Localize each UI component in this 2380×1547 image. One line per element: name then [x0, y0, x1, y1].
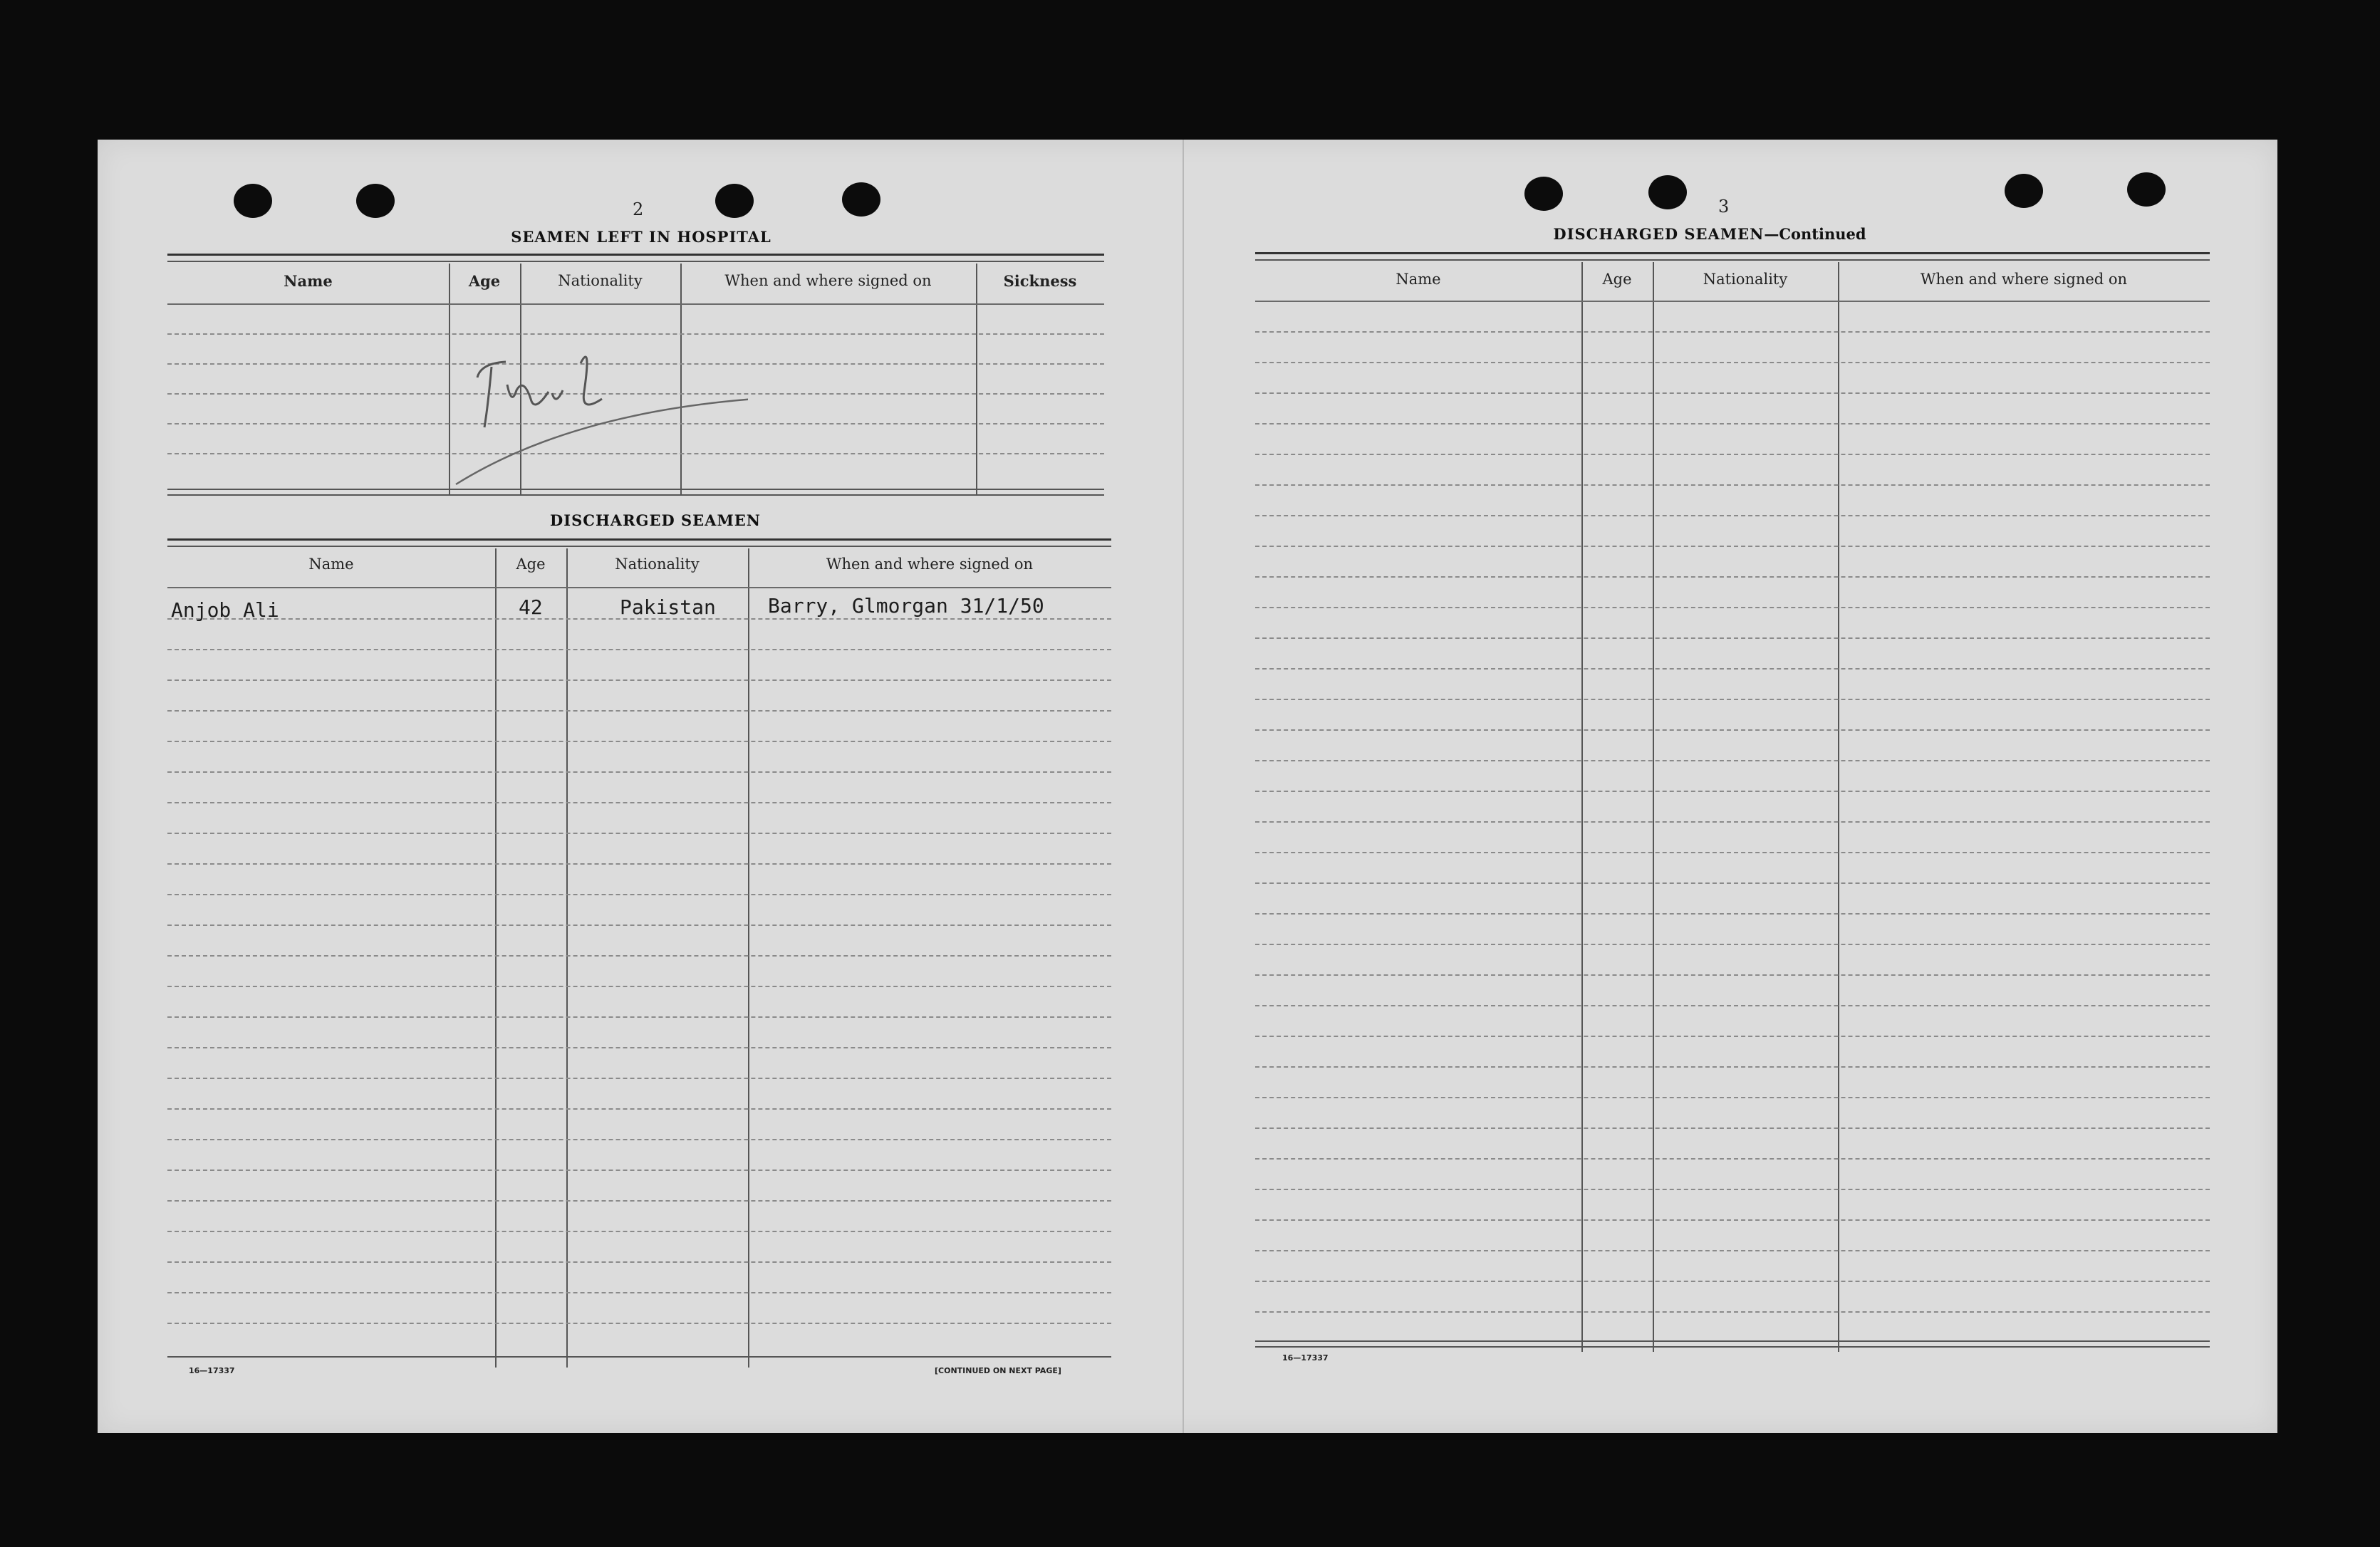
- col-header-signed-on: When and where signed on: [724, 272, 932, 289]
- discharged-row-age: 42: [519, 595, 543, 619]
- right-discharged-table: [1255, 252, 2210, 1349]
- discharged-section-title: DISCHARGED SEAMEN: [550, 511, 761, 529]
- punch-hole: [1524, 177, 1563, 211]
- form-number-right: 16—17337: [1282, 1353, 1329, 1363]
- right-section-title: [1425, 225, 1995, 243]
- page-fold: [1183, 140, 1184, 1433]
- punch-hole: [2127, 172, 2166, 207]
- col-header-signed-on: When and where signed on: [826, 556, 1034, 573]
- col-header-nationality: Nationality: [615, 556, 700, 573]
- col-header-name: Name: [1396, 271, 1441, 288]
- punch-hole: [842, 182, 880, 217]
- punch-hole: [356, 184, 395, 218]
- col-header-nationality: Nationality: [558, 272, 643, 289]
- handwritten-nil: [427, 335, 748, 491]
- col-header-sickness: Sickness: [1003, 272, 1077, 290]
- punch-hole: [715, 184, 754, 218]
- page-number-right: 3: [1718, 197, 1730, 217]
- col-header-name: Name: [308, 556, 354, 573]
- col-header-age: Age: [1602, 271, 1632, 288]
- right-title-main: DISCHARGED SEAMEN: [1553, 225, 1765, 243]
- discharged-row-nationality: Pakistan: [620, 595, 716, 619]
- discharged-table: [167, 538, 1111, 1358]
- punch-hole: [1648, 175, 1687, 209]
- col-header-signed-on: When and where signed on: [1920, 271, 2128, 288]
- discharged-row-signed-on: Barry, Glmorgan 31/1/50: [768, 594, 1044, 618]
- punch-hole: [234, 184, 272, 218]
- page-number-left: 2: [633, 199, 644, 219]
- continued-note: [CONTINUED ON NEXT PAGE]: [935, 1366, 1061, 1375]
- col-header-age: Age: [468, 272, 501, 290]
- punch-hole: [2005, 174, 2043, 208]
- form-number-left: 16—17337: [189, 1366, 235, 1375]
- col-header-age: Age: [516, 556, 546, 573]
- col-header-name: Name: [284, 272, 333, 290]
- right-title-suffix: —Continued: [1764, 225, 1866, 243]
- discharged-row-name: Anjob Ali: [171, 598, 279, 622]
- hospital-section-title: SEAMEN LEFT IN HOSPITAL: [511, 228, 771, 246]
- col-header-nationality: Nationality: [1703, 271, 1788, 288]
